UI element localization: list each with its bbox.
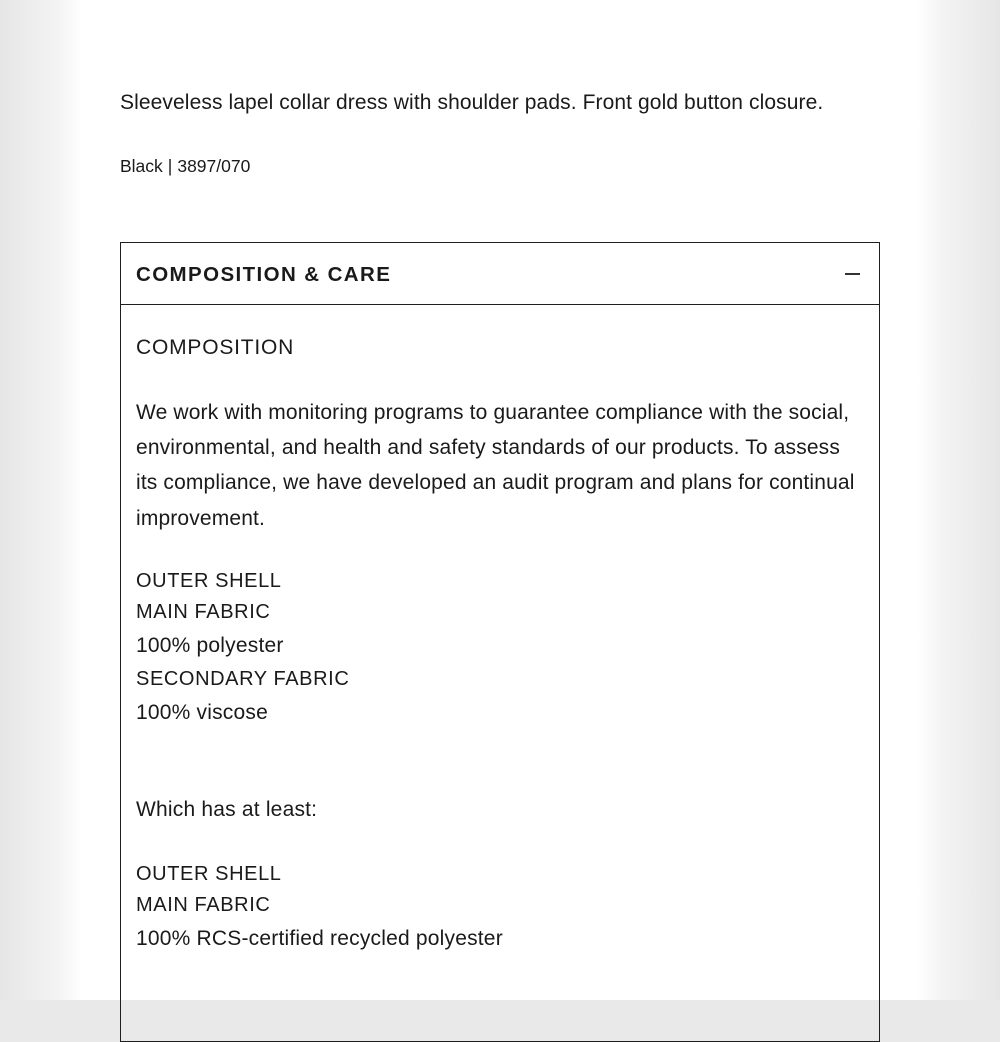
at-least-label: Which has at least: xyxy=(136,798,318,821)
section-heading-composition: COMPOSITION xyxy=(136,336,295,359)
outer-shell-label: OUTER SHELL xyxy=(136,570,282,592)
product-details-page xyxy=(82,0,918,1000)
recycled-main-fabric-label: MAIN FABRIC xyxy=(136,894,271,916)
accordion-header[interactable] xyxy=(121,243,879,305)
product-color: Black xyxy=(120,156,163,176)
secondary-fabric-value: 100% viscose xyxy=(136,701,268,724)
minus-icon[interactable] xyxy=(845,273,860,275)
product-description: Sleeveless lapel collar dress with shoulder pads. Front gold button closure. xyxy=(120,91,824,114)
meta-separator: | xyxy=(167,156,173,176)
recycled-main-fabric-value: 100% RCS-certified recycled polyester xyxy=(136,927,503,950)
accordion-title: COMPOSITION & CARE xyxy=(136,263,392,286)
product-meta xyxy=(120,155,250,177)
secondary-fabric-label: SECONDARY FABRIC xyxy=(136,668,350,690)
composition-care-accordion xyxy=(120,242,880,1042)
compliance-paragraph: We work with monitoring programs to guarantee compliance with the social, environmental, and health and safety standards of our products. To assess its compliance, we have developed an audit program and plans for continual improvement. xyxy=(136,401,855,530)
product-reference: 3897/070 xyxy=(177,156,251,176)
main-fabric-label: MAIN FABRIC xyxy=(136,601,271,623)
main-fabric-value: 100% polyester xyxy=(136,634,284,657)
recycled-outer-shell-label: OUTER SHELL xyxy=(136,863,282,885)
